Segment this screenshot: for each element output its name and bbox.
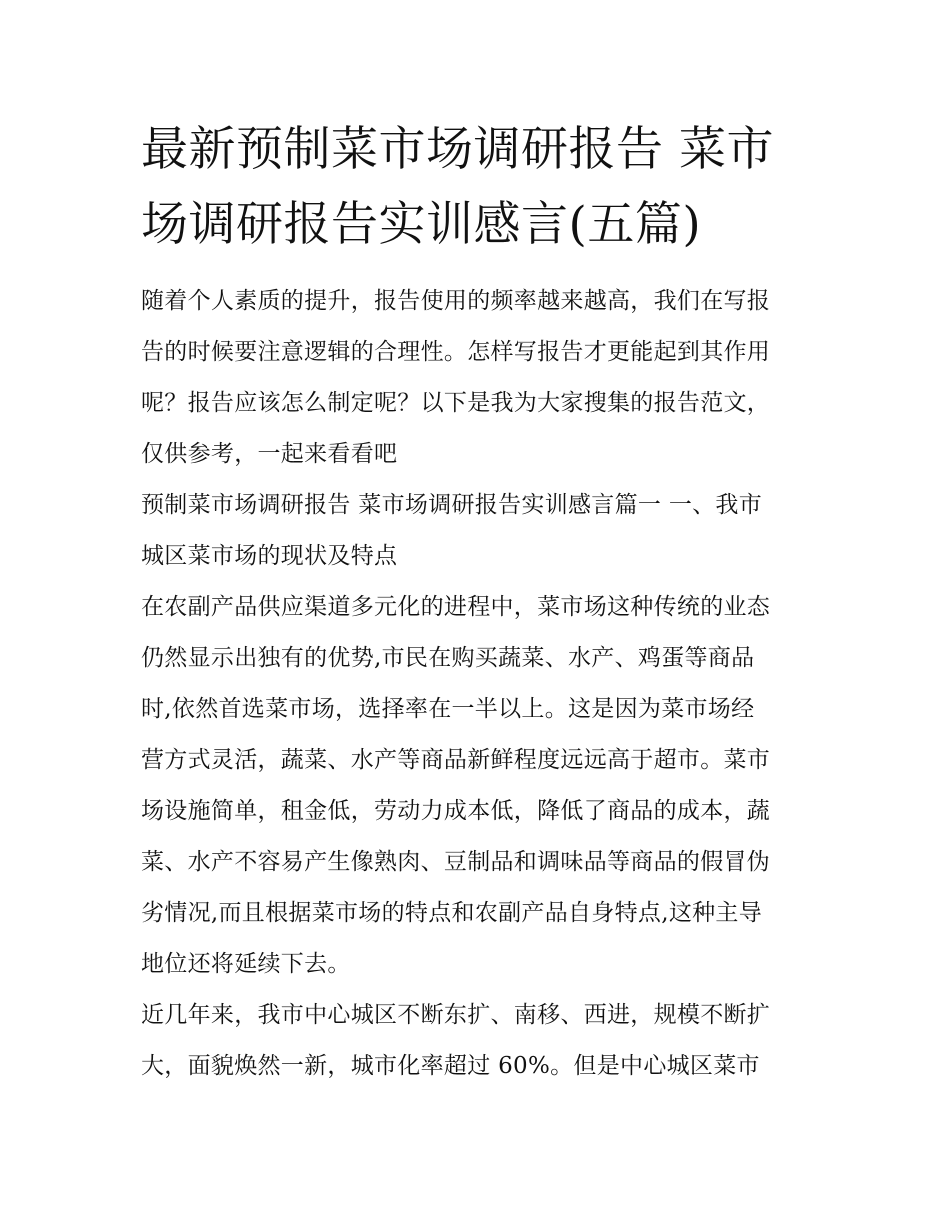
- title-line: 最新预制菜市场调研报告 菜市: [141, 122, 774, 177]
- text-line: 预制菜市场调研报告 菜市场调研报告实训感言篇一 一、我市: [141, 492, 763, 518]
- text-line: 呢？报告应该怎么制定呢？以下是我为大家搜集的报告范文，: [141, 390, 771, 416]
- document-page: [141, 112, 813, 1092]
- text-line: 菜、水产不容易产生像熟肉、豆制品和调味品等商品的假冒伪: [141, 849, 771, 875]
- text-line: 大，面貌焕然一新，城市化率超过 60%。但是中心城区菜市: [141, 1053, 760, 1079]
- text-line: 告的时候要注意逻辑的合理性。怎样写报告才更能起到其作用: [141, 339, 771, 365]
- document-body: [141, 276, 813, 1092]
- text-line: 场设施简单，租金低，劳动力成本低，降低了商品的成本，蔬: [141, 798, 771, 824]
- text-line: 营方式灵活，蔬菜、水产等商品新鲜程度远远高于超市。菜市: [141, 747, 771, 773]
- text-line: 随着个人素质的提升，报告使用的频率越来越高，我们在写报: [141, 288, 771, 314]
- text-line: 劣情况,而且根据菜市场的特点和农副产品自身特点,这种主导: [141, 900, 763, 926]
- document-title: [141, 112, 813, 262]
- section-heading-paragraph: [141, 480, 813, 582]
- body-paragraph: [141, 990, 813, 1092]
- text-line: 在农副产品供应渠道多元化的进程中，菜市场这种传统的业态: [141, 594, 771, 620]
- text-line: 仅供参考，一起来看看吧: [141, 441, 398, 467]
- text-line: 时,依然首选菜市场，选择率在一半以上。这是因为菜市场经: [141, 696, 755, 722]
- title-line: 场调研报告实训感言(五篇): [141, 197, 702, 252]
- text-line: 仍然显示出独有的优势,市民在购买蔬菜、水产、鸡蛋等商品: [141, 645, 755, 671]
- body-paragraph: [141, 582, 813, 990]
- text-line: 地位还将延续下去。: [141, 951, 351, 977]
- text-line: 城区菜市场的现状及特点: [141, 543, 398, 569]
- intro-paragraph: [141, 276, 813, 480]
- text-line: 近几年来，我市中心城区不断东扩、南移、西进，规模不断扩: [141, 1002, 771, 1028]
